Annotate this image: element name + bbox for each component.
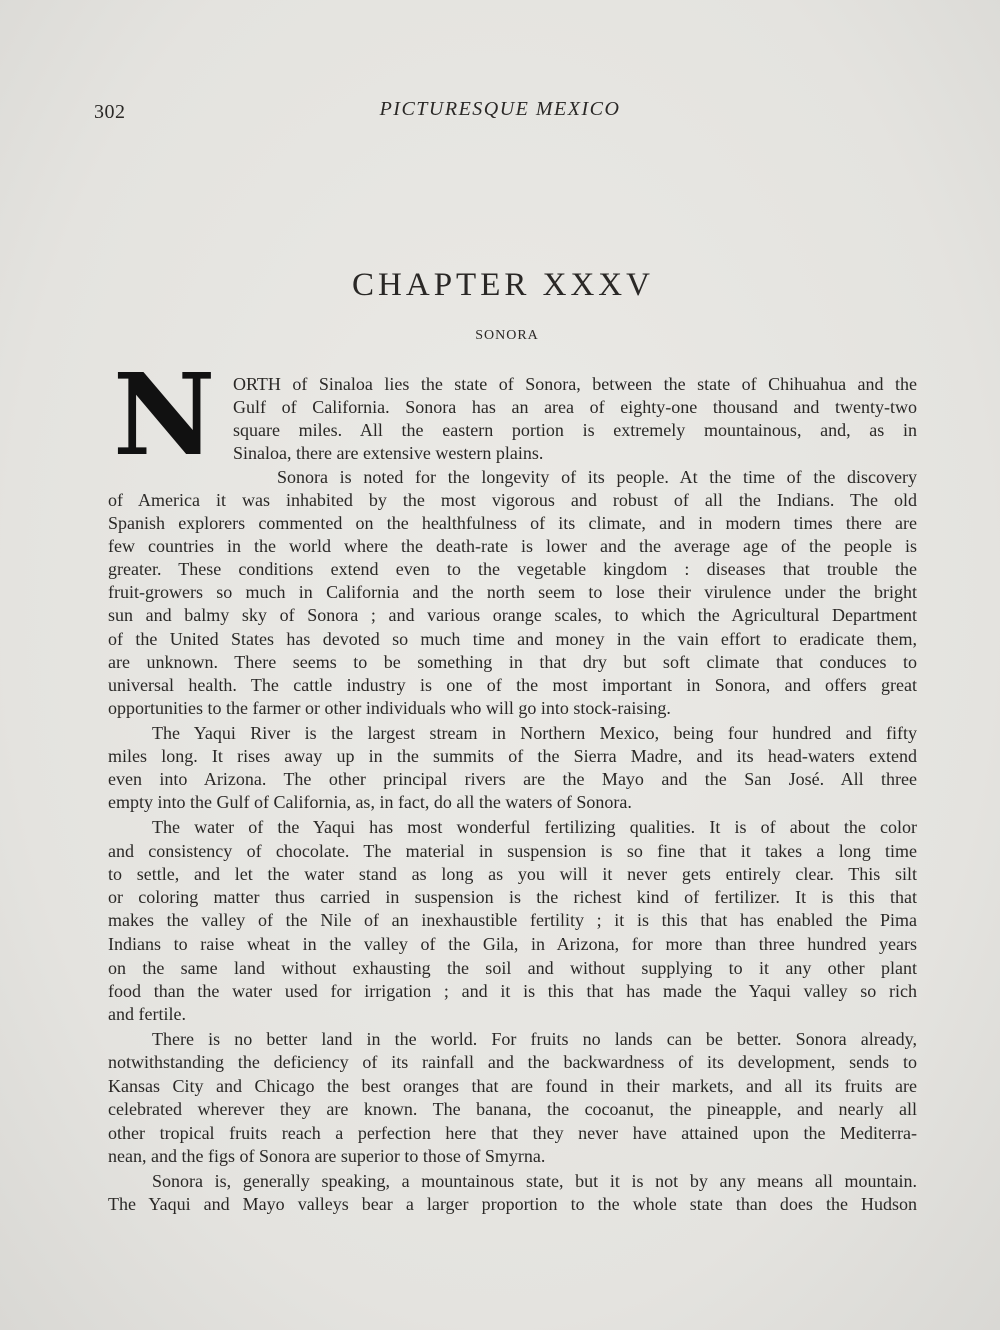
text-line: opportunities to the farmer or other individuals who will go into stock-raising. [108, 698, 671, 718]
text-line: or coloring matter thus carried in suspension is the richest kind of fertilizer. It is this that [108, 887, 917, 907]
text-line: Sonora is, generally speaking, a mountainous state, but it is not by any means all mountain. [152, 1171, 917, 1191]
text-line: even into Arizona. The other principal rivers are the Mayo and the San José. All three [108, 769, 917, 789]
section-title: SONORA [475, 328, 539, 343]
text-line: are unknown. There seems to be something in that dry but soft climate that conduces to [108, 652, 917, 672]
page-number: 302 [94, 101, 126, 123]
text-line: universal health. The cattle industry is one of the most important in Sonora, and offers great [108, 675, 917, 695]
text-line: of America it was inhabited by the most vigorous and robust of all the Indians. The old [108, 490, 917, 510]
running-title: PICTURESQUE MEXICO [379, 98, 621, 120]
drop-cap-initial: N [113, 350, 216, 481]
text-line: square miles. All the eastern portion is extremely mountainous, and, as in [233, 420, 917, 440]
text-line: The water of the Yaqui has most wonderful fertilizing qualities. It is of about the color [152, 817, 917, 837]
chapter-title: CHAPTER XXXV [352, 267, 654, 303]
text-line: notwithstanding the deficiency of its rainfall and the backwardness of its development, sends to [108, 1052, 917, 1072]
text-line: greater. These conditions extend even to the vegetable kingdom : diseases that trouble the [108, 559, 917, 579]
text-line: empty into the Gulf of California, as, in fact, do all the waters of Sonora. [108, 792, 632, 812]
text-line: few countries in the world where the death-rate is lower and the average age of the people is [108, 536, 917, 556]
text-line: Sinaloa, there are extensive western plains. [233, 443, 544, 463]
text-line: miles long. It rises away up in the summits of the Sierra Madre, and its head-waters extend [108, 746, 917, 766]
text-line: Kansas City and Chicago the best oranges that are found in their markets, and all its fruits are [108, 1076, 917, 1096]
text-line: of the United States has devoted so much time and money in the vain effort to eradicate them, [108, 629, 917, 649]
text-line: Indians to raise wheat in the valley of the Gila, in Arizona, for more than three hundred years [108, 934, 917, 954]
text-line: makes the valley of the Nile of an inexhaustible fertility ; it is this that has enabled the Pima [108, 910, 917, 930]
text-line: The Yaqui River is the largest stream in Northern Mexico, being four hundred and fifty [152, 723, 917, 743]
text-line: ORTH of Sinaloa lies the state of Sonora, between the state of Chihuahua and the [233, 374, 917, 394]
text-line: other tropical fruits reach a perfection here that they never have attained upon the Mediterra- [108, 1123, 917, 1143]
text-line: sun and balmy sky of Sonora ; and various orange scales, to which the Agricultural Department [108, 605, 917, 625]
text-line: celebrated wherever they are known. The banana, the cocoanut, the pineapple, and nearly all [108, 1099, 917, 1119]
text-line: The Yaqui and Mayo valleys bear a larger proportion to the whole state than does the Hudson [108, 1194, 917, 1214]
text-line: Gulf of California. Sonora has an area of eighty-one thousand and twenty-two [233, 397, 917, 417]
text-line: Spanish explorers commented on the healthfulness of its climate, and in modern times there are [108, 513, 917, 533]
text-line: and fertile. [108, 1004, 186, 1024]
text-line: fruit-growers so much in California and the north seem to lose their virulence under the bright [108, 582, 917, 602]
text-line: food than the water used for irrigation ; and it is this that has made the Yaqui valley so rich [108, 981, 917, 1001]
text-line: There is no better land in the world. For fruits no lands can be better. Sonora already, [152, 1029, 917, 1049]
text-line: Sonora is noted for the longevity of its people. At the time of the discovery [277, 467, 917, 487]
text-line: nean, and the figs of Sonora are superior to those of Smyrna. [108, 1146, 546, 1166]
text-line: on the same land without exhausting the soil and without supplying to it any other plant [108, 958, 917, 978]
text-line: and consistency of chocolate. The material in suspension is so fine that it takes a long time [108, 841, 917, 861]
text-line: to settle, and let the water stand as long as you will it never gets entirely clear. This silt [108, 864, 917, 884]
